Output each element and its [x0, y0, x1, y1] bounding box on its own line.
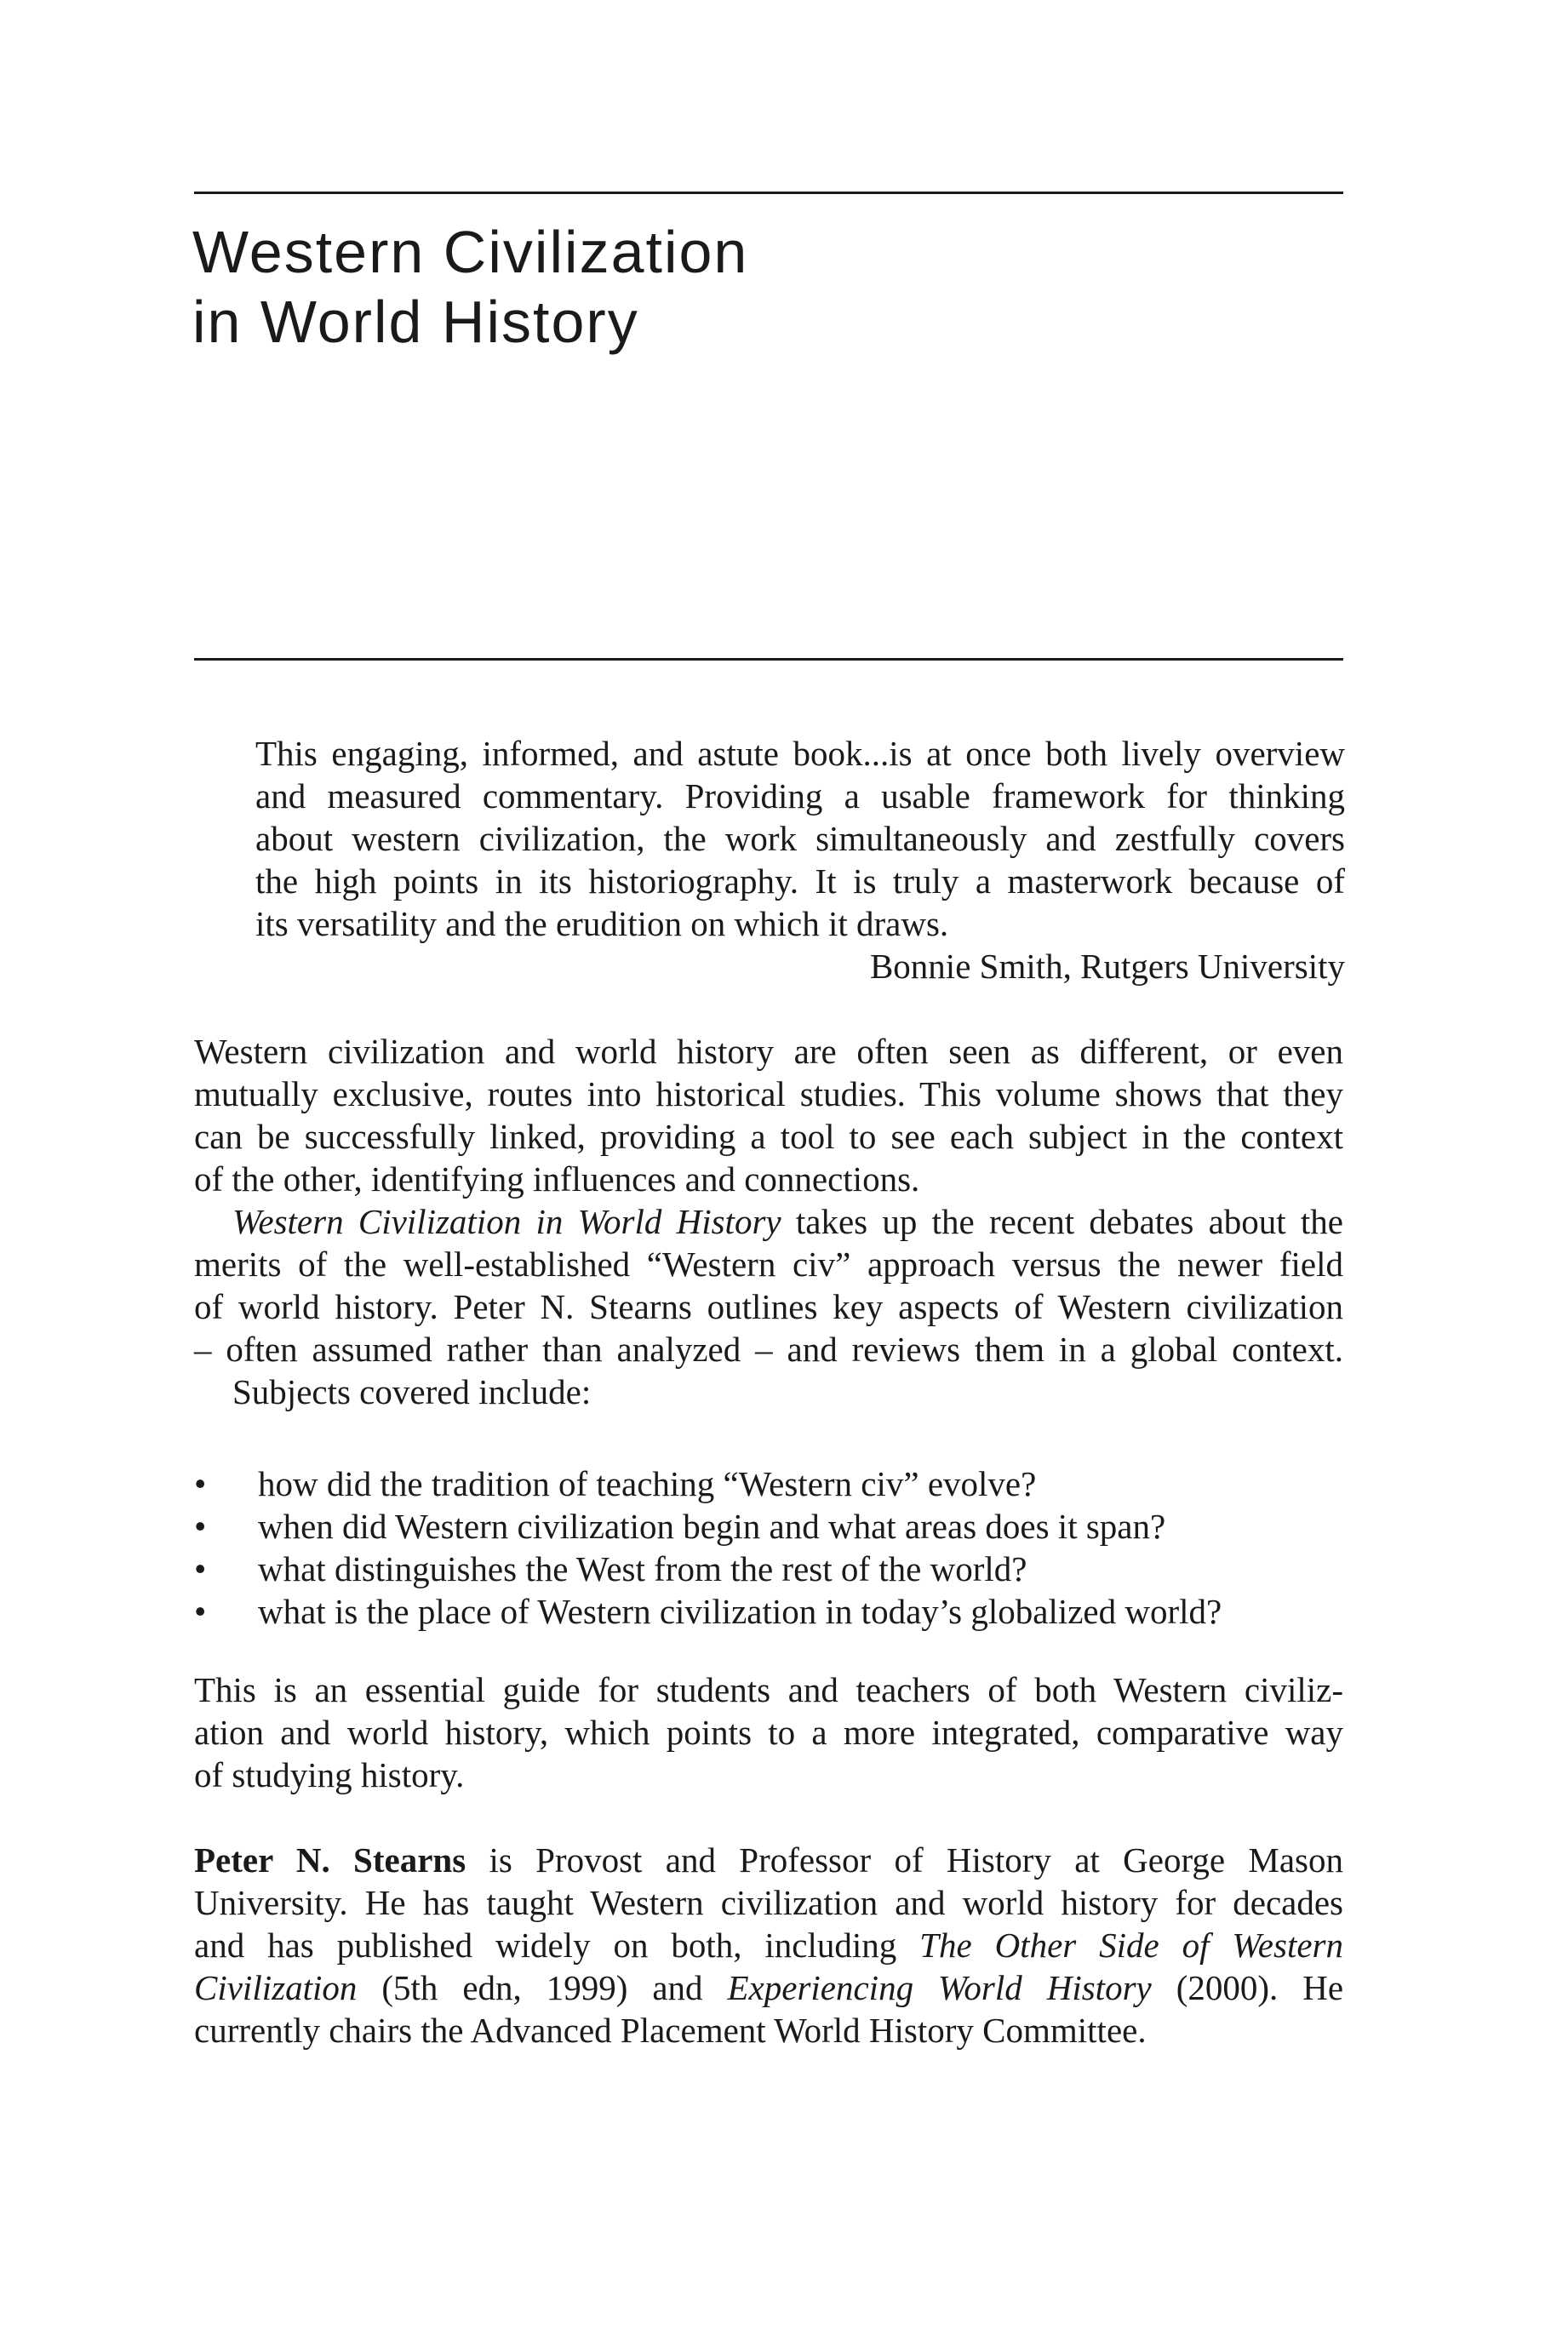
list-item: [194, 1462, 1343, 1505]
page-title: [192, 217, 1299, 357]
author-name: Peter N. Stearns: [194, 1840, 466, 1880]
description-paragraph: [194, 1200, 1343, 1413]
paragraph-line: ation and world history, which points to a more integrated, comparative way: [194, 1713, 1343, 1752]
subjects-list: [194, 1462, 1343, 1633]
list-item-text: what distinguishes the West from the rest of the world?: [258, 1549, 1027, 1588]
list-item-text: what is the place of Western civilization in today’s globalized world?: [258, 1592, 1222, 1631]
summary-paragraph: [194, 1668, 1343, 1796]
quote-line: about western civilization, the work simultaneously and zestfully covers: [255, 819, 1345, 858]
intro-paragraph: [194, 1030, 1343, 1200]
list-item: [194, 1505, 1343, 1548]
list-item-text: how did the tradition of teaching “Western civ” evolve?: [258, 1464, 1037, 1503]
list-item: [194, 1548, 1343, 1590]
paragraph-line: of studying history.: [194, 1755, 465, 1794]
paragraph-text: and has published widely on both, including: [194, 1926, 920, 1965]
paragraph-line: merits of the well-established “Western civ” approach versus the newer field: [194, 1245, 1343, 1284]
paragraph-line: Western civilization and world history are often seen as different, or even: [194, 1032, 1343, 1071]
paragraph-line: – often assumed rather than analyzed – and reviews them in a global context.: [194, 1330, 1343, 1369]
paragraph-line: [194, 1839, 1343, 1881]
paragraph-text: takes up the recent debates about the: [781, 1202, 1344, 1241]
bottom-rule: [194, 658, 1343, 661]
quote-line: This engaging, informed, and astute book...is at once both lively overview: [255, 734, 1345, 773]
paragraph-line: [194, 1966, 1343, 2009]
paragraph-line: can be successfully linked, providing a tool to see each subject in the context: [194, 1117, 1343, 1156]
quote-attribution: Bonnie Smith, Rutgers University: [869, 947, 1345, 986]
quote-line: its versatility and the erudition on which it draws.: [255, 904, 949, 943]
paragraph-line: [194, 1200, 1343, 1243]
list-item-text: when did Western civilization begin and what areas does it span?: [258, 1507, 1166, 1546]
subjects-intro: Subjects covered include:: [232, 1372, 592, 1411]
quote-line: and measured commentary. Providing a usable framework for thinking: [255, 776, 1345, 815]
paragraph-line: of the other, identifying influences and connections.: [194, 1159, 920, 1199]
bullet-icon: •: [194, 1507, 207, 1546]
book-title-italic: Civilization: [194, 1968, 358, 2007]
list-item: [194, 1590, 1343, 1633]
paragraph-line: mutually exclusive, routes into historical studies. This volume shows that they: [194, 1074, 1343, 1113]
top-rule: [194, 192, 1343, 194]
book-title-italic: Experiencing World History: [727, 1968, 1152, 2007]
paragraph-line: [194, 1924, 1343, 1966]
paragraph-line: University. He has taught Western civilization and world history for decades: [194, 1883, 1343, 1922]
paragraph-text: (2000). He: [1151, 1968, 1344, 2007]
paragraph-text: (5th edn, 1999) and: [357, 1968, 728, 2007]
bullet-icon: •: [194, 1464, 207, 1503]
paragraph-text: is Provost and Professor of History at George Mason: [466, 1840, 1343, 1880]
bullet-icon: •: [194, 1592, 207, 1631]
bullet-icon: •: [194, 1549, 207, 1588]
paragraph-line: currently chairs the Advanced Placement World History Committee.: [194, 2011, 1147, 2050]
title-line-1: Western Civilization: [192, 219, 749, 285]
endorsement-quote: [255, 732, 1345, 987]
paragraph-line: This is an essential guide for students and teachers of both Western civiliz-: [194, 1670, 1343, 1709]
title-line-2: in World History: [192, 289, 639, 355]
paragraph-line: of world history. Peter N. Stearns outlines key aspects of Western civilization: [194, 1287, 1343, 1326]
quote-line: the high points in its historiography. It is truly a masterwork because of: [255, 861, 1345, 901]
author-bio: [194, 1839, 1343, 2052]
book-title-italic: Western Civilization in World History: [232, 1202, 781, 1241]
book-title-italic: The Other Side of Western: [919, 1926, 1343, 1965]
